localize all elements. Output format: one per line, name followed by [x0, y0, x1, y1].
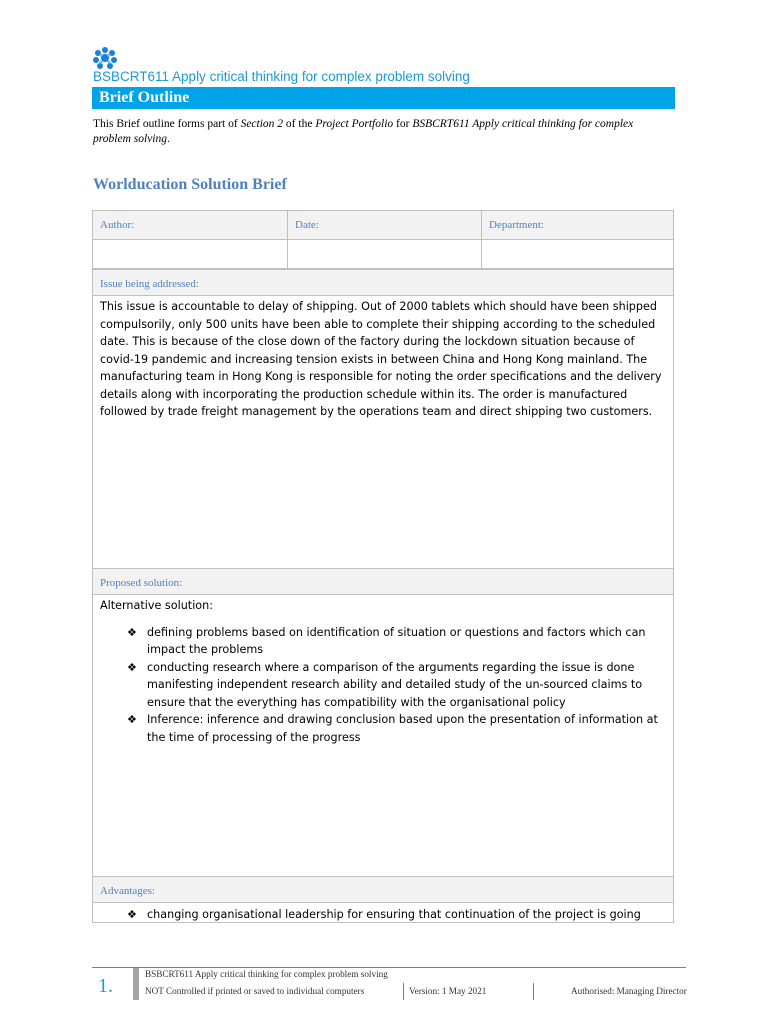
footer-divider — [92, 967, 686, 968]
footer-authorised: Authorised: Managing Director — [571, 986, 687, 996]
meta-table — [92, 210, 674, 269]
footer-course: BSBCRT611 Apply critical thinking for complex problem solving — [145, 969, 388, 979]
section-heading: Worlducation Solution Brief — [93, 176, 287, 193]
solution-label: Proposed solution: — [93, 569, 673, 595]
date-field[interactable] — [288, 240, 482, 269]
page-title: Brief Outline — [99, 89, 190, 106]
course-title: BSBCRT611 Apply critical thinking for complex problem solving — [93, 69, 470, 84]
list-item: ❖ conducting research where a comparison of the arguments regarding the issue is done manifesting independent research ability and detailed study of the un-sourced claims to ensure that the everything has compatibility with the organisational policy — [127, 660, 643, 709]
department-label: Department: — [482, 211, 674, 240]
title-bar — [92, 87, 675, 109]
list-item: ❖ Inference: inference and drawing conclusion based upon the presentation of information at the time of processing of the progress — [127, 713, 658, 744]
solution-bullets — [100, 624, 665, 747]
list-item: ❖ defining problems based on identification of situation or questions and factors which can impact the problems — [127, 625, 646, 656]
diamond-bullet-icon: ❖ — [127, 660, 137, 674]
issue-label: Issue being addressed: — [93, 270, 673, 296]
diamond-bullet-icon: ❖ — [127, 625, 137, 639]
list-item: ❖ changing organisational leadership for ensuring that continuation of the project is going — [127, 906, 665, 924]
diamond-bullet-icon: ❖ — [127, 713, 137, 726]
author-label: Author: — [93, 211, 288, 240]
advantages-section — [92, 876, 674, 923]
issue-section — [92, 269, 674, 569]
page-number: 1. — [98, 975, 113, 997]
solution-intro: Alternative solution: — [100, 599, 214, 612]
footer-separator — [403, 983, 404, 1000]
date-label: Date: — [288, 211, 482, 240]
footer-version: Version: 1 May 2021 — [409, 986, 487, 996]
footer-separator — [533, 983, 534, 1000]
diamond-bullet-icon: ❖ — [127, 908, 137, 921]
advantages-bullets — [100, 906, 665, 924]
author-field[interactable] — [93, 240, 288, 269]
issue-text: This issue is accountable to delay of shipping. Out of 2000 tablets which should have been shipped compulsorily, only 500 units have been able to complete their shipping according to the scheduled date. This is because of the close down of the factory during the lockdown situation because of covid-19 pandemic and increasing tension exists in between China and Hong Kong mainland. The manufacturing team in Hong Kong is responsible for noting the order specifications and the delivery details along with incorporating the production schedule within its. The order is manufactured followed by trade freight management by the operations team and direct shipping two customers. — [100, 300, 662, 418]
advantages-label: Advantages: — [93, 877, 673, 903]
intro-paragraph: This Brief outline forms part of Section 2 of the Project Portfolio for BSBCRT611 Apply critical thinking for complex problem solving. — [93, 118, 634, 145]
footer-bar — [133, 968, 139, 1000]
footer-notice: NOT Controlled if printed or saved to individual computers — [145, 986, 365, 996]
solution-section — [92, 568, 674, 877]
department-field[interactable] — [482, 240, 674, 269]
